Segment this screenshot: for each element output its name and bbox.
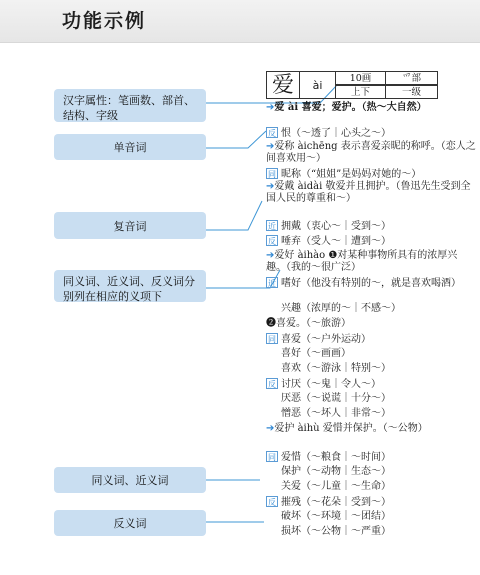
antonym-icon: 反 bbox=[268, 380, 276, 389]
synonym-icon: 近 bbox=[268, 222, 276, 231]
entry-yanwu: 厌恶（～说谎｜十分～） bbox=[281, 393, 391, 404]
entry-xihao: 喜好（～画画） bbox=[281, 348, 351, 359]
page-title: 功能示例 bbox=[62, 10, 147, 32]
label-synonyms-antonyms: 同义词、近义词、反义词分别列在相应的义项下 bbox=[54, 270, 206, 302]
antonym-icon: 反 bbox=[268, 498, 276, 507]
antonym-icon: 反 bbox=[268, 129, 276, 138]
entry-guanai: 关爱（～儿童｜～生命） bbox=[281, 481, 391, 492]
synonym-icon: 同 bbox=[268, 335, 276, 344]
label-compound-word: 复音词 bbox=[54, 212, 206, 239]
label-antonym: 反义词 bbox=[54, 510, 206, 536]
headword-pinyin: ài bbox=[300, 71, 336, 99]
entry-xiai: 同 喜爱（～户外运动） bbox=[268, 334, 371, 345]
entry-shihao: 近 嗜好（他没有特别的～，就是喜欢喝酒） bbox=[268, 278, 461, 289]
antonym-icon: 反 bbox=[268, 237, 276, 246]
headword-strip bbox=[266, 71, 438, 99]
entry-nicheng: 同 昵称（“姐姐”是妈妈对她的～） bbox=[268, 169, 422, 180]
entry-aihao-2: ❷喜爱。（～旅游） bbox=[266, 318, 351, 329]
entry-ai: ➔爱 ài 喜爱；爱护。（热～大自然） bbox=[266, 102, 427, 113]
stroke-count: 10画 bbox=[336, 71, 386, 85]
structure: 上下 bbox=[336, 85, 386, 99]
radical: 爫部 bbox=[386, 71, 438, 85]
synonym-icon: 同 bbox=[268, 453, 276, 462]
entry-aihu: ➔爱护 àihù 爱惜并保护。（～公物） bbox=[266, 423, 428, 434]
synonym-icon: 近 bbox=[268, 279, 276, 288]
entry-xingqu: 兴趣（浓厚的～｜不感～） bbox=[281, 303, 401, 314]
entry-cuican: 反 摧残（～花朵｜受到～） bbox=[268, 497, 391, 508]
entry-aidai: ➔爱戴 àidài 敬爱并且拥护。（鲁迅先生受到全国人民的尊重和～） bbox=[266, 181, 471, 204]
entry-pohuai: 破坏（～环境｜～团结） bbox=[281, 511, 391, 522]
entry-aihao: ➔爱好 àihào ❶对某种事物所具有的浓厚兴趣。（我的～很广泛） bbox=[266, 250, 458, 273]
synonym-icon: 同 bbox=[268, 170, 276, 179]
label-attributes: 汉字属性：笔画数、部首、结构、字级 bbox=[54, 89, 206, 122]
page-header bbox=[0, 0, 480, 43]
entry-sunhuai: 损坏（～公物｜～严重） bbox=[281, 526, 391, 537]
entry-hen: 反 恨（～透了｜心头之～） bbox=[268, 128, 391, 139]
entry-taoyan: 反 讨厌（～鬼｜令人～） bbox=[268, 379, 381, 390]
label-single-word: 单音词 bbox=[54, 134, 206, 160]
entry-xihuan: 喜欢（～游泳｜特别～） bbox=[281, 363, 391, 374]
entry-yongdai: 近 拥戴（衷心～｜受到～） bbox=[268, 221, 391, 232]
entry-baohu: 保护（～动物｜生态～） bbox=[281, 466, 391, 477]
char-level: 一级 bbox=[386, 85, 438, 99]
label-synonym-near: 同义词、近义词 bbox=[54, 467, 206, 493]
headword-char: 爱 bbox=[266, 71, 300, 99]
entry-tuoqi: 反 唾弃（受人～｜遭到～） bbox=[268, 236, 391, 247]
entry-aicheng: ➔爱称 àichēng 表示喜爱亲昵的称呼。（恋人之间喜欢用～） bbox=[266, 141, 476, 164]
entry-aixi: 同 爱惜（～粮食｜～时间） bbox=[268, 452, 391, 463]
entry-zengwu: 憎恶（～坏人｜非常～） bbox=[281, 408, 391, 419]
